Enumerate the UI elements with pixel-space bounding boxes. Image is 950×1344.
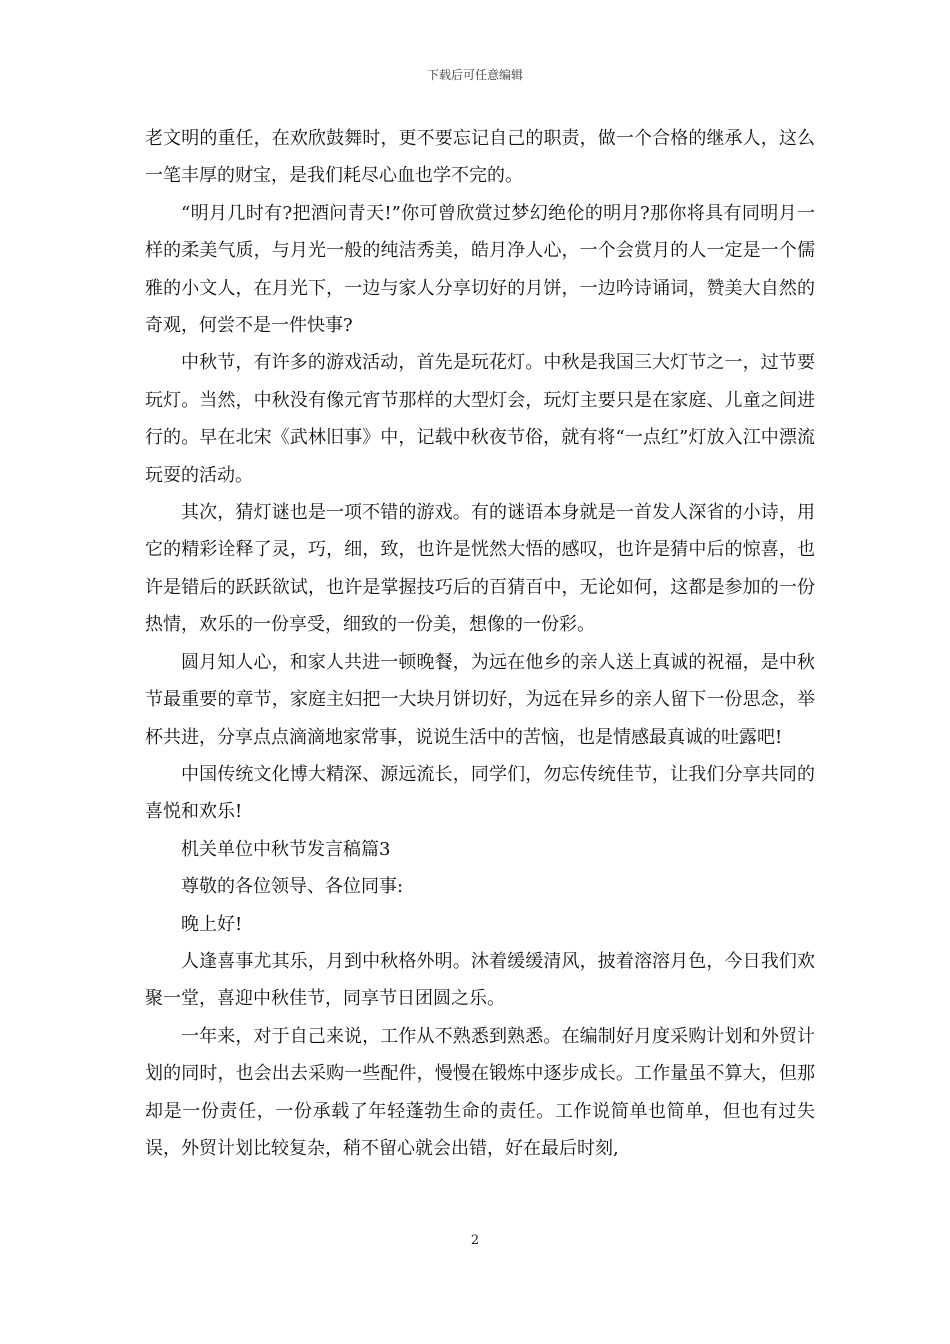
paragraph: 老文明的重任，在欢欣鼓舞时，更不要忘记自己的职责，做一个合格的继承人，这么一笔丰厚的财宝，是我们耗尽心血也学不完的。 — [145, 128, 815, 187]
paragraph: 一年来，对于自己来说，工作从不熟悉到熟悉。在编制好月度采购计划和外贸计划的同时，也会出去采购一些配件，慢慢在锻炼中逐步成长。工作量虽不算大，但那却是一份责任，一份承载了年轻蓬勃生命的责任。工作说简单也简单，但也有过失误，外贸计划比较复杂，稍不留心就会出错，好在最后时刻, — [145, 1025, 815, 1159]
document-body — [145, 120, 815, 1167]
paragraph: 中秋节，有许多的游戏活动，首先是玩花灯。中秋是我国三大灯节之一，过节要玩灯。当然，中秋没有像元宵节那样的大型灯会，玩灯主要只是在家庭、儿童之间进行的。早在北宋《武林旧事》中，记载中秋夜节俗，就有将“一点红”灯放入江中漂流玩耍的活动。 — [145, 352, 815, 486]
section-title: 机关单位中秋节发言稿篇3 — [181, 838, 391, 860]
salutation: 尊敬的各位领导、各位同事: — [181, 876, 404, 898]
paragraph: 圆月知人心，和家人共进一顿晚餐，为远在他乡的亲人送上真诚的祝福，是中秋节最重要的章节，家庭主妇把一大块月饼切好，为远在异乡的亲人留下一份思念，举杯共进，分享点点滴滴地家常事，说说生活中的苦恼，也是情感最真诚的吐露吧! — [145, 651, 815, 748]
paragraph: 中国传统文化博大精深、源远流长，同学们，勿忘传统佳节，让我们分享共同的喜悦和欢乐! — [145, 763, 815, 823]
paragraph: 其次，猜灯谜也是一项不错的游戏。有的谜语本身就是一首发人深省的小诗，用它的精彩诠释了灵，巧，细，致，也许是恍然大悟的感叹，也许是猜中后的惊喜，也许是错后的跃跃欲试，也许是掌握技巧后的百猜百中，无论如何，这都是参加的一份热情，欢乐的一份享受，细致的一份美，想像的一份彩。 — [145, 502, 815, 636]
page-header: 下载后可任意编辑 — [426, 68, 523, 82]
greeting: 晚上好! — [181, 913, 243, 935]
paragraph: “明月几时有?把酒问青天!”你可曾欣赏过梦幻绝伦的明月?那你将具有同明月一样的柔美气质，与月光一般的纯洁秀美，皓月净人心，一个会赏月的人一定是一个儒雅的小文人，在月光下，一边与家人分享切好的月饼，一边吟诗诵词，赞美大自然的奇观，何尝不是一件快事? — [145, 202, 815, 337]
page-number: 2 — [470, 1233, 480, 1248]
paragraph: 人逢喜事尤其乐，月到中秋格外明。沐着缓缓清风，披着溶溶月色，今日我们欢聚一堂，喜迎中秋佳节，同享节日团圆之乐。 — [145, 950, 815, 1010]
